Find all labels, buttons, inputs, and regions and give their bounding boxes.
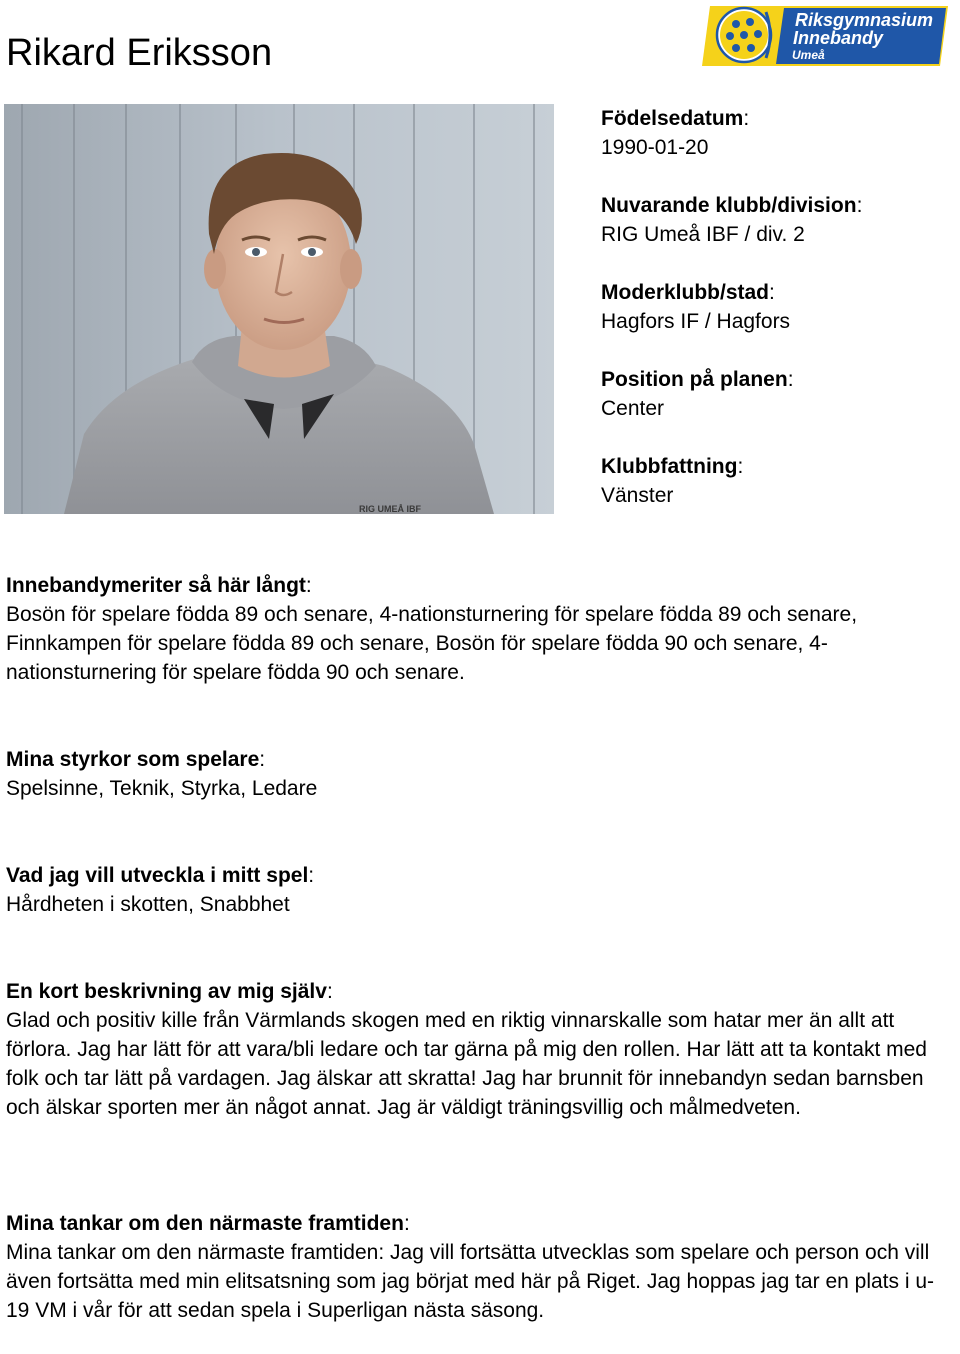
section-text: Mina tankar om den närmaste framtiden: Jag vill fortsätta utvecklas som spelare och person och vill även fortsätta med min elitsatsning som jag börjat med här på Riget. Jag hoppas jag tar en plats i u-19 VM i vår för att sedan spela i Superligan nästa säsong. bbox=[6, 1241, 934, 1322]
section-colon: : bbox=[259, 748, 266, 771]
section-label: En kort beskrivning av mig själv bbox=[6, 980, 327, 1003]
section-colon: : bbox=[326, 980, 333, 1003]
riksgymnasium-innebandy-logo bbox=[696, 2, 954, 68]
section-text: Spelsinne, Teknik, Styrka, Ledare bbox=[6, 777, 318, 800]
section-strengths bbox=[6, 745, 954, 803]
fact-value: Hagfors IF / Hagfors bbox=[601, 310, 791, 333]
fact-value: Vänster bbox=[601, 484, 674, 507]
fact-colon: : bbox=[769, 281, 775, 304]
fact-colon: : bbox=[743, 107, 750, 130]
section-label: Mina tankar om den närmaste framtiden bbox=[6, 1212, 404, 1235]
section-future bbox=[6, 1209, 954, 1325]
player-name: Rikard Eriksson bbox=[6, 32, 273, 74]
fact-label: Klubbfattning bbox=[601, 455, 738, 478]
section-text: Bosön för spelare födda 89 och senare, 4-nationsturnering för spelare födda 89 och senare, Finnkampen för spelare födda 89 och senare, Bosön för spelare födda 90 och senare, 4-nationsturnering för spelare födda 90 och senare. bbox=[6, 603, 858, 684]
section-colon: : bbox=[305, 574, 312, 597]
fact-position bbox=[601, 365, 956, 423]
fact-colon: : bbox=[856, 194, 863, 217]
section-develop bbox=[6, 861, 954, 919]
fact-stick-hand bbox=[601, 452, 956, 510]
section-label: Mina styrkor som spelare bbox=[6, 748, 260, 771]
fact-colon: : bbox=[737, 455, 744, 478]
logo-line1: Riksgymnasium bbox=[795, 10, 934, 30]
fact-label: Nuvarande klubb/division bbox=[601, 194, 857, 217]
section-text: Glad och positiv kille från Värmlands skogen med en riktig vinnarskalle som hatar mer än allt att förlora. Jag har lätt för att vara/bli ledare och tar gärna på mig den rollen. Har lätt att ta kontakt med folk och tar lätt på vardagen. Jag älskar att skratta! Jag har brunnit för innebandyn sedan barnsben och älskar sporten mer än något annat. Jag är väldigt träningsvillig och målmedveten. bbox=[6, 1009, 927, 1119]
fact-label: Födelsedatum bbox=[601, 107, 744, 130]
section-description bbox=[6, 977, 954, 1122]
fact-home-club bbox=[601, 278, 956, 336]
fact-birthdate bbox=[601, 104, 956, 162]
player-facts bbox=[601, 104, 956, 539]
player-photo bbox=[4, 104, 554, 514]
logo-line3: Umeå bbox=[792, 48, 825, 62]
logo-line2: Innebandy bbox=[793, 28, 884, 48]
fact-value: Center bbox=[601, 397, 665, 420]
fact-colon: : bbox=[787, 368, 794, 391]
section-colon: : bbox=[308, 864, 315, 887]
section-text: Hårdheten i skotten, Snabbhet bbox=[6, 893, 290, 916]
fact-label: Position på planen bbox=[601, 368, 788, 391]
section-merits bbox=[6, 571, 954, 687]
section-label: Vad jag vill utveckla i mitt spel bbox=[6, 864, 309, 887]
fact-label: Moderklubb/stad bbox=[601, 281, 770, 304]
shirt-print: RIG UMEÅ IBF bbox=[359, 504, 421, 514]
fact-current-club bbox=[601, 191, 956, 249]
section-colon: : bbox=[403, 1212, 410, 1235]
fact-value: 1990-01-20 bbox=[601, 136, 709, 159]
section-label: Innebandymeriter så här långt bbox=[6, 574, 306, 597]
fact-value: RIG Umeå IBF / div. 2 bbox=[601, 223, 805, 246]
